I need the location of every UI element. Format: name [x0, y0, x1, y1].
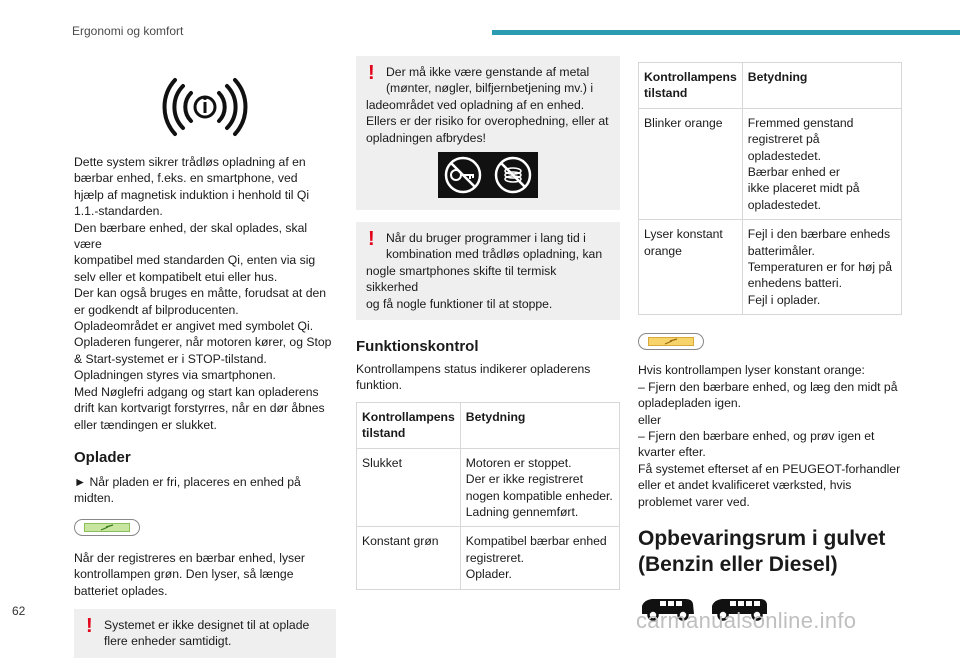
text-line: kvarter efter.: [638, 445, 706, 460]
cell-line: nogen kompatible enheder.: [465, 488, 613, 503]
warning-icon: !: [86, 614, 93, 637]
green-indicator-lamp-icon: [74, 519, 140, 536]
cell-line: registreret.: [465, 550, 525, 565]
cell-line: Motoren er stoppet.: [465, 455, 572, 470]
page-number: 62: [12, 604, 26, 618]
pictogram-wrap: [366, 152, 610, 198]
intro-paragraph: [74, 154, 336, 433]
text-line: funktion.: [356, 378, 403, 393]
text-line: Med Nøglefri adgang og start kan opladerens: [74, 384, 319, 399]
text-line: eller: [638, 412, 662, 427]
warning-line: flere enheder samtidigt.: [104, 634, 232, 649]
column-1: [74, 50, 336, 668]
text-line: Få systemet efterset af en PEUGEOT-forhandler: [638, 461, 901, 476]
cell-line: Bærbar enhed er: [747, 165, 840, 180]
text-line: drift kan kortvarigt forstyrres, når en dør åbnes: [74, 401, 325, 416]
warning-icon: !: [368, 228, 375, 251]
table-header: Betydning: [742, 63, 901, 109]
status-table: [356, 402, 620, 590]
lightning-icon: [100, 524, 114, 531]
cell-line: Der er ikke registreret: [465, 472, 583, 487]
cell-line: ikke placeret midt på: [747, 181, 860, 196]
text-line: – Fjern den bærbare enhed, og prøv igen et: [638, 428, 875, 443]
section-title-line: Opbevaringsrum i gulvet: [638, 526, 886, 550]
text-line: Opladningen styres via smartphonen.: [74, 368, 276, 383]
table-header: Betydning: [460, 402, 619, 448]
table-cell: Konstant grøn: [357, 527, 461, 589]
cell-line: batterimåler.: [747, 243, 815, 258]
table-header-row: [357, 402, 620, 448]
text-line: Når der registreres en bærbar enhed, lyser: [74, 550, 305, 565]
watermark: carmanualsonline.info: [636, 608, 857, 633]
warning-line: og få nogle funktioner til at stoppe.: [366, 296, 553, 311]
text-line: – Fjern den bærbare enhed, og læg den midt på: [638, 379, 898, 394]
warning-line: opladningen afbrydes!: [366, 130, 486, 145]
cell-line: Fejl i den bærbare enheds: [747, 227, 891, 242]
table-cell: [742, 108, 901, 219]
warning-line: ladeområdet ved opladning af en enhed.: [366, 97, 585, 112]
table-header: Kontrollampens tilstand: [357, 402, 461, 448]
wireless-qi-charging-icon: [157, 76, 253, 138]
cell-line: Ladning gennemført.: [465, 504, 579, 519]
text-line: & Start-systemet er i STOP-tilstand.: [74, 351, 267, 366]
column-2: [356, 56, 620, 590]
bullet-line: ► Når pladen er fri, placeres en enhed på: [74, 474, 301, 489]
text-line: Kontrollampens status indikerer opladerens: [356, 362, 591, 377]
warning-line: (mønter, nøgler, bilfjernbetjening mv.) i: [386, 81, 594, 96]
text-line: eller et andet kvalificeret værksted, hvis: [638, 478, 852, 493]
table-row: [639, 220, 902, 315]
table-header-row: [639, 63, 902, 109]
cell-line: Oplader.: [465, 567, 512, 582]
text-line: Den bærbare enhed, der skal oplades, skal være: [74, 220, 308, 252]
text-line: Opladeområdet er angivet med symbolet Qi.: [74, 319, 314, 334]
text-line: bærbar enhed, f.eks. en smartphone, ved: [74, 171, 298, 186]
text-line: 1.1.-standarden.: [74, 204, 163, 219]
text-line: batteriet oplades.: [74, 583, 168, 598]
text-line: eller tændingen er slukket.: [74, 417, 217, 432]
section-title-oplader: Oplader: [74, 448, 131, 466]
qi-symbol-wrap: [74, 76, 336, 138]
warning-box-metal: [356, 56, 620, 210]
text-line: hjælp af magnetisk induktion i henhold til Qi: [74, 187, 310, 202]
warning-line: nogle smartphones skifte til termisk sikkerhed: [366, 263, 557, 295]
text-line: Hvis kontrollampen lyser konstant orange:: [638, 363, 865, 378]
table-cell: Blinker orange: [639, 108, 743, 219]
warning-line: Ellers er der risiko for overophedning, eller at: [366, 114, 609, 129]
cell-line: enhedens batteri.: [747, 276, 842, 291]
table-row: [357, 448, 620, 527]
warning-box-thermal: [356, 222, 620, 320]
column-3: [638, 62, 902, 622]
cell-line: Kompatibel bærbar enhed: [465, 534, 607, 549]
warning-line: Der må ikke være genstande af metal: [386, 65, 590, 79]
table-cell: Lyser konstant orange: [639, 220, 743, 315]
text-line: kompatibel med standarden Qi, enten via sig: [74, 253, 316, 268]
warning-line: Når du bruger programmer i lang tid i: [386, 231, 586, 246]
orange-indicator-lamp-icon: [638, 333, 704, 350]
lightning-icon: [664, 338, 678, 345]
table-cell: [460, 448, 619, 527]
table-cell: Slukket: [357, 448, 461, 527]
text-line: problemet varer ved.: [638, 494, 750, 509]
text-line: Dette system sikrer trådløs opladning af en: [74, 155, 306, 169]
table-header: Kontrollampens tilstand: [639, 63, 743, 109]
warning-line: Systemet er ikke designet til at oplade: [104, 617, 310, 632]
warning-line: kombination med trådløs opladning, kan: [386, 247, 603, 262]
cell-line: Fremmed genstand: [747, 115, 854, 130]
section-title-line: (Benzin eller Diesel): [638, 552, 838, 576]
text-line: Der kan også bruges en måtte, forudsat at den: [74, 286, 327, 301]
section-title-funktionskontrol: Funktionskontrol: [356, 338, 479, 356]
text-line: kontrollampen grøn. Den lyser, så længe: [74, 567, 294, 582]
text-line: opladepladen igen.: [638, 396, 742, 411]
status-table-orange: [638, 62, 902, 315]
text-line: er godkendt af bilproducenten.: [74, 302, 239, 317]
text-line: selv eller et kompatibelt etui eller hus.: [74, 269, 278, 284]
table-cell: [460, 527, 619, 589]
table-row: [357, 527, 620, 589]
no-keys-no-coins-pictogram-icon: [438, 152, 538, 198]
cell-line: registreret på opladestedet.: [747, 132, 821, 163]
cell-line: opladestedet.: [747, 197, 821, 212]
cell-line: Fejl i oplader.: [747, 292, 821, 307]
cell-line: Temperaturen er for høj på: [747, 260, 893, 275]
table-row: [639, 108, 902, 219]
running-header: Ergonomi og komfort: [72, 24, 184, 38]
text-line: Opladeren fungerer, når motoren kører, og Stop: [74, 335, 332, 350]
table-cell: [742, 220, 901, 315]
header-accent-bar: [492, 30, 960, 35]
bullet-line: midten.: [74, 491, 114, 506]
warning-icon: !: [368, 62, 375, 84]
warning-box: [74, 609, 336, 658]
